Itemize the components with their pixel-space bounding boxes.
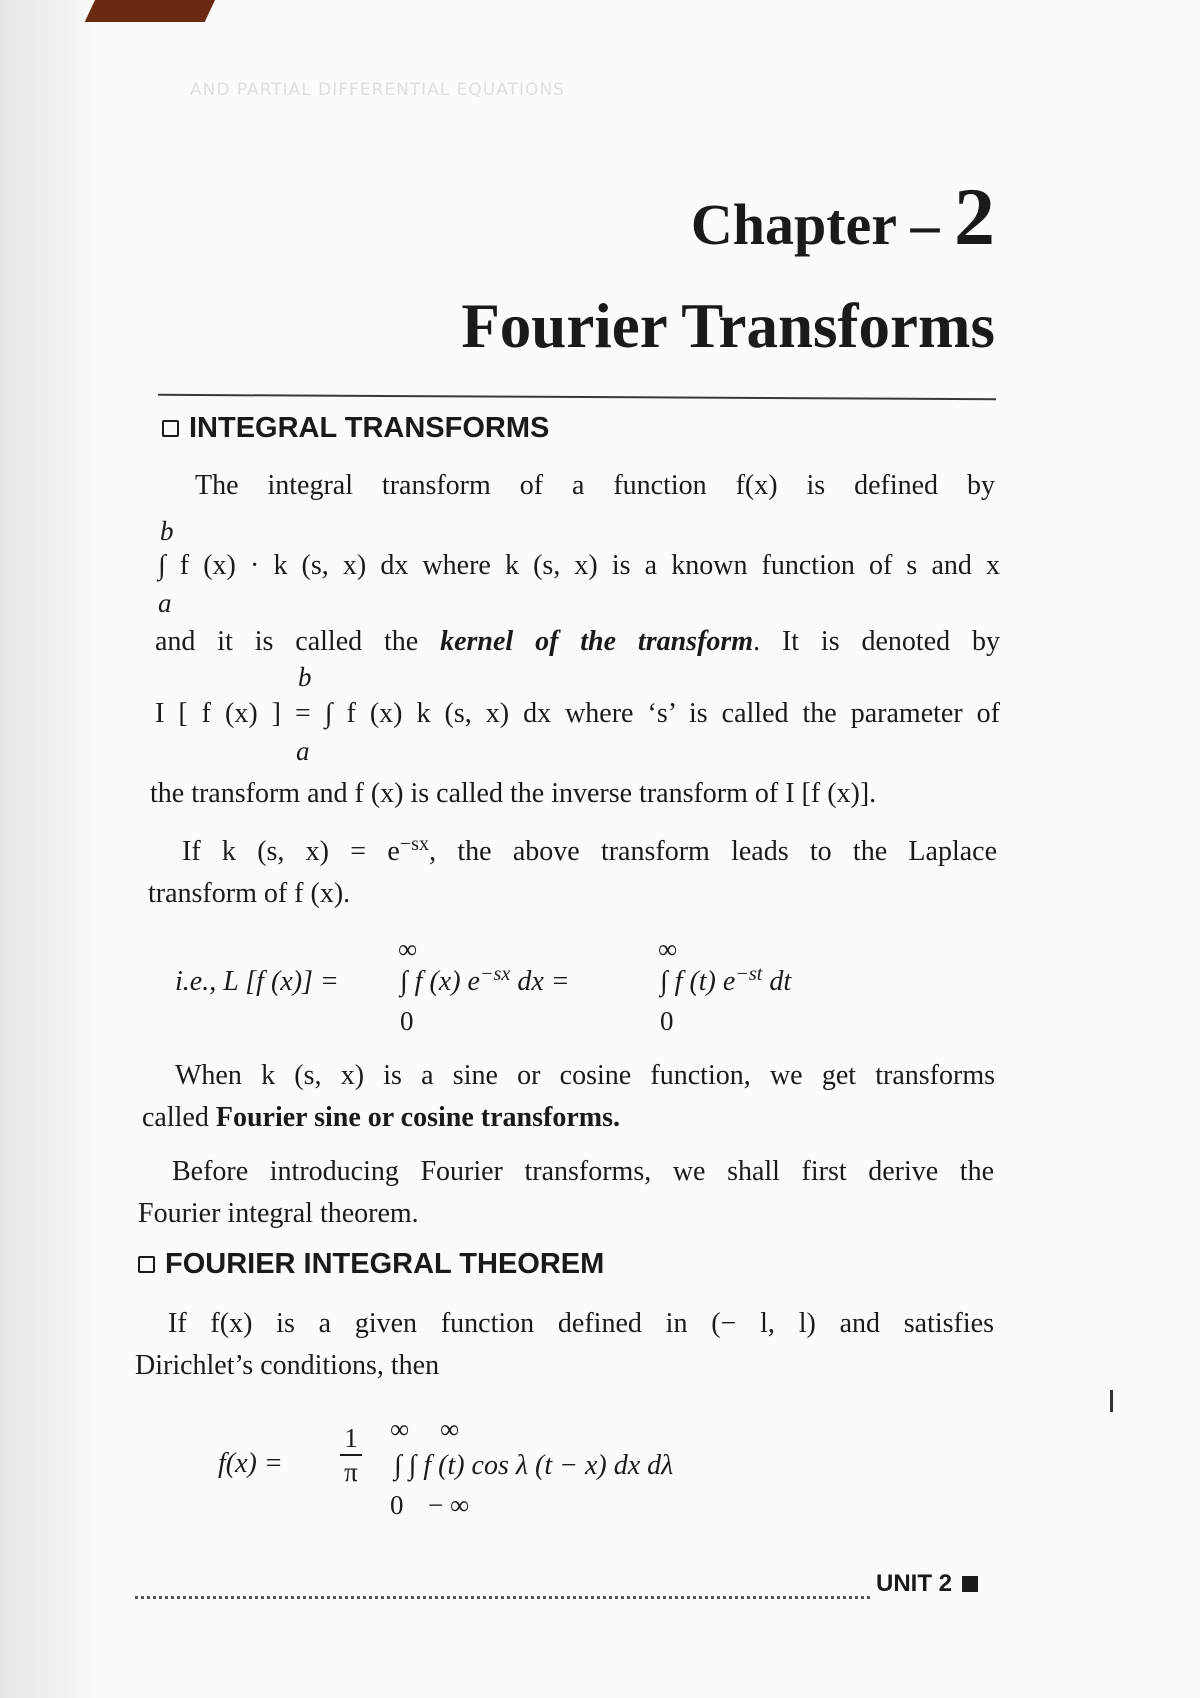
- paragraph-line: The integral transform of a function f(x) is defined by: [195, 470, 995, 501]
- paragraph-line: If f(x) is a given function defined in (− l, l) and satisfies: [168, 1308, 994, 1339]
- section-heading-text: INTEGRAL TRANSFORMS: [189, 412, 550, 444]
- paragraph-line: [155, 628, 1000, 656]
- text-run: , the above transform leads to the Laplace: [429, 836, 998, 867]
- fraction-one-over-pi: [340, 1424, 362, 1487]
- integral-upper-limit: ∞: [398, 934, 418, 964]
- integral-lower-limit: a: [158, 588, 172, 618]
- chapter-heading: [691, 170, 995, 264]
- text-run: ∫ f (t) e: [660, 966, 736, 997]
- text-run: called: [142, 1102, 216, 1133]
- section-heading-fourier-integral: [138, 1248, 604, 1281]
- unit-text: UNIT 2: [876, 1570, 953, 1597]
- paragraph-line: Fourier integral theorem.: [138, 1198, 419, 1229]
- chapter-number: 2: [954, 171, 995, 262]
- integral-upper-limit: b: [298, 662, 312, 692]
- text-run: . It is denoted by: [753, 626, 1000, 657]
- paragraph-line: [182, 832, 998, 867]
- chapter-label: Chapter –: [690, 192, 954, 257]
- integral-lower-limit: 0: [390, 1490, 404, 1520]
- integral-upper-limit: ∞: [390, 1414, 410, 1444]
- integral-lower-limit: 0: [660, 1006, 674, 1036]
- exponent: −st: [735, 962, 763, 985]
- section-heading-integral-transforms: [162, 412, 549, 445]
- corner-tab-decoration: [85, 0, 215, 22]
- bold-term: Fourier sine or cosine transforms.: [215, 1102, 620, 1133]
- page-edge-shadow: [0, 0, 100, 1698]
- text-run: dx =: [510, 966, 570, 997]
- paragraph-line: the transform and f (x) is called the inverse transform of I [f (x)].: [150, 778, 877, 809]
- title-divider: [158, 394, 996, 400]
- laplace-equation: [175, 968, 339, 996]
- checkbox-bullet-icon: [162, 420, 179, 437]
- fraction-bar: [340, 1454, 362, 1456]
- equation-lhs: f(x) =: [218, 1448, 283, 1479]
- paragraph-line: transform of f (x).: [148, 878, 351, 909]
- text-run: and it is called the: [155, 626, 441, 657]
- integral-lower-limit: a: [296, 736, 310, 766]
- square-bullet-icon: [962, 1576, 978, 1592]
- paragraph-line: Dirichlet’s conditions, then: [135, 1350, 440, 1381]
- text-run: ∫ f (x) e: [400, 966, 480, 997]
- kernel-term: kernel of the transform: [440, 626, 754, 657]
- text-run: dt: [762, 966, 792, 997]
- footer-dotted-rule: [135, 1596, 870, 1599]
- equation-lhs: i.e., L [f (x)] =: [175, 966, 339, 997]
- section-heading-text: FOURIER INTEGRAL THEOREM: [165, 1248, 605, 1280]
- fraction-numerator: 1: [344, 1423, 358, 1453]
- exponent: −sx: [479, 962, 511, 985]
- margin-mark: [1110, 1390, 1113, 1412]
- paragraph-line: ∫ f (x) · k (s, x) dx where k (s, x) is a known function of s and x: [158, 550, 1000, 581]
- fourier-integral-body: ∫ ∫ f (t) cos λ (t − x) dx dλ: [394, 1450, 674, 1481]
- footer-unit-label: [876, 1570, 978, 1598]
- checkbox-bullet-icon: [138, 1256, 155, 1273]
- exponent: −sx: [399, 832, 430, 855]
- paragraph-line: When k (s, x) is a sine or cosine function, we get transforms: [175, 1060, 995, 1091]
- text-run: If k (s, x) = e: [182, 836, 400, 867]
- integral-upper-limit: ∞: [440, 1414, 460, 1444]
- page-title: Fourier Transforms: [461, 291, 995, 361]
- integral-upper-limit: b: [160, 516, 174, 546]
- integral-lower-limit: − ∞: [428, 1490, 470, 1520]
- integral-lower-limit: 0: [400, 1006, 414, 1036]
- laplace-integral-middle: [400, 962, 570, 997]
- bleed-through-text: AND PARTIAL DIFFERENTIAL EQUATIONS: [190, 80, 565, 100]
- laplace-integral-right: [660, 962, 792, 997]
- paragraph-line: [142, 1104, 620, 1132]
- paragraph-line: I [ f (x) ] = ∫ f (x) k (s, x) dx where ‘s’ is called the parameter of: [155, 698, 1000, 729]
- fraction-denominator: π: [344, 1457, 358, 1488]
- paragraph-line: Before introducing Fourier transforms, we shall first derive the: [172, 1156, 994, 1187]
- integral-upper-limit: ∞: [658, 934, 678, 964]
